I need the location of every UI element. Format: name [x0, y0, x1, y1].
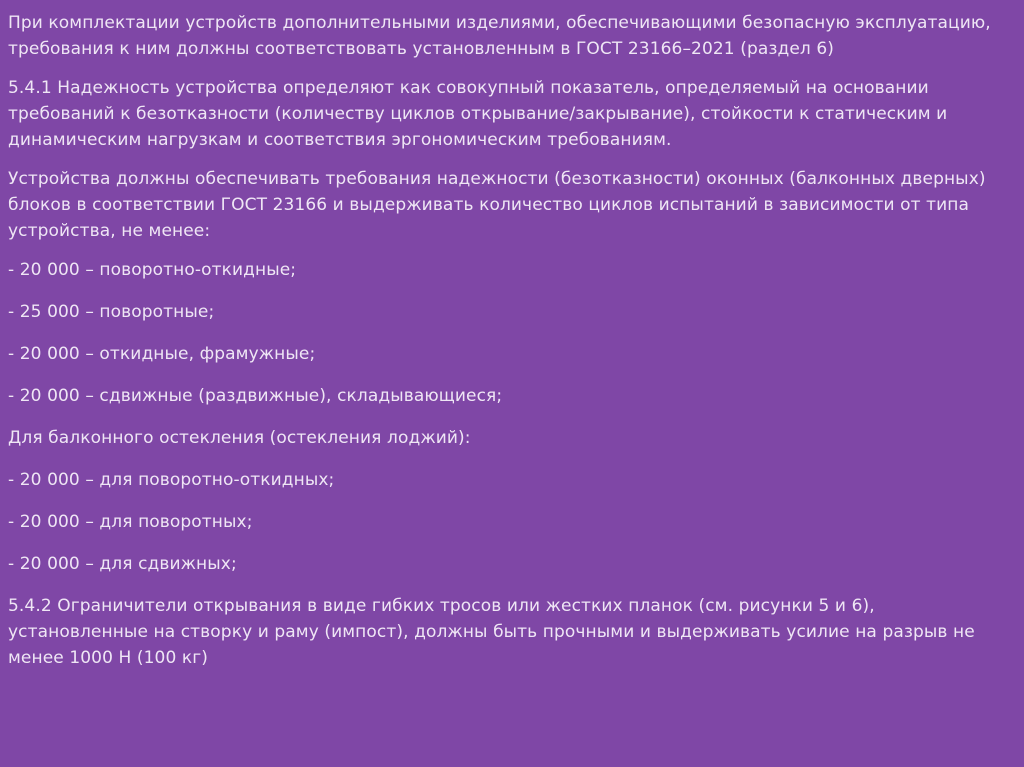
paragraph-balcony-glazing: Для балконного остекления (остекления лоджий): [8, 428, 471, 448]
paragraph-5-4-2: 5.4.2 Ограничители открывания в виде гибких тросов или жестких планок (см. рисунки 5 и 6), установленные на створку и раму (импост), должны быть прочными и выдерживать усилие на разрыв не менее 1000 Н (100 кг) [8, 596, 975, 668]
list-item-balcony-sliding: - 20 000 – для сдвижных; [8, 554, 237, 574]
list-item-sliding-folding: - 20 000 – сдвижные (раздвижные), складывающиеся; [8, 386, 503, 406]
slide-text-body [8, 10, 1014, 684]
list-item-tilt-transom: - 20 000 – откидные, фрамужные; [8, 344, 316, 364]
paragraph-5-4-1: 5.4.1 Надежность устройства определяют как совокупный показатель, определяемый на основании требований к безотказности (количеству циклов открывание/закрывание), стойкости к статическим и динамическим нагрузкам и соответствия эргономическим требованиям. [8, 78, 948, 150]
list-item-tilt-turn: - 20 000 – поворотно-откидные; [8, 260, 297, 280]
paragraph-intro: При комплектации устройств дополнительными изделиями, обеспечивающими безопасную эксплуатацию, требования к ним должны соответствовать установленным в ГОСТ 23166–2021 (раздел 6) [8, 13, 991, 59]
list-item-balcony-tilt-turn: - 20 000 – для поворотно-откидных; [8, 470, 335, 490]
list-item-turn: - 25 000 – поворотные; [8, 302, 215, 322]
list-item-balcony-turn: - 20 000 – для поворотных; [8, 512, 253, 532]
paragraph-requirements: Устройства должны обеспечивать требования надежности (безотказности) оконных (балконных дверных) блоков в соответствии ГОСТ 23166 и выдерживать количество циклов испытаний в зависимости от типа устройства, не менее: [8, 169, 986, 241]
